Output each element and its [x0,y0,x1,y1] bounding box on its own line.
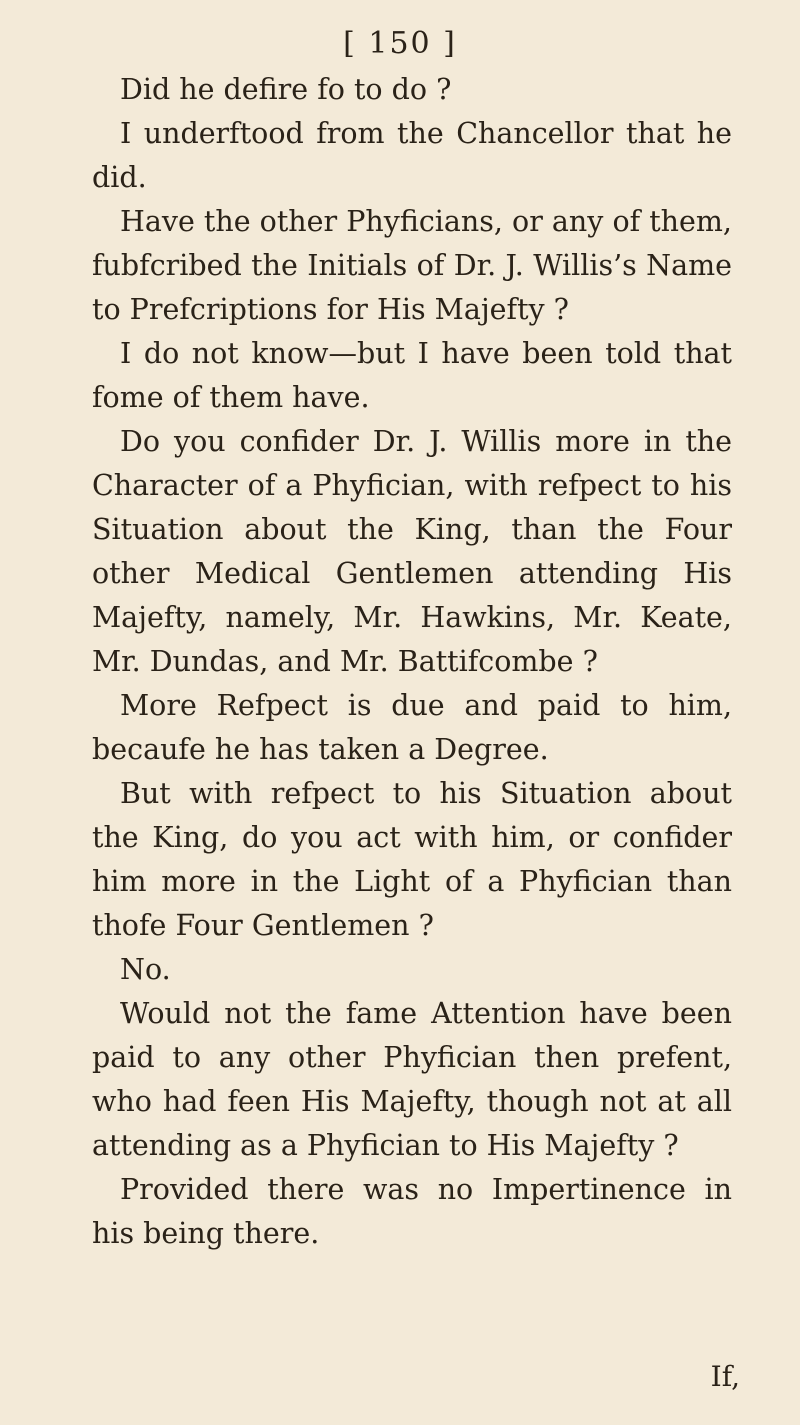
paragraph: Have the other Phyficians, or any of them, fubfcribed the Initials of Dr. J. Willis’s Name to Prefcriptions for His Majefty ? [92,205,732,326]
paragraph: Did he defire fo to do ? [120,73,452,106]
paragraph: Provided there was no Impertinence in his being there. [92,1173,732,1250]
page-number: [ 150 ] [343,26,457,61]
catchword: If, [710,1360,740,1393]
paragraph: Would not the fame Attention have been paid to any other Phyfician then prefent, who had feen His Majefty, though not at all attending as a Phyfician to His Majefty ? [92,997,732,1162]
paragraph: I do not know—but I have been told that fome of them have. [92,337,732,414]
paragraph: But with refpect to his Situation about the King, do you act with him, or confider him more in the Light of a Phyfician than thofe Four Gentlemen ? [92,777,732,942]
paragraph: More Refpect is due and paid to him, becaufe he has taken a Degree. [92,689,732,766]
page-body [92,68,732,1256]
paragraph: Do you confider Dr. J. Willis more in the Character of a Phyfician, with refpect to his Situation about the King, than the Four other Medical Gentlemen attending His Majefty, namely, Mr. Hawkins, Mr. Keate, Mr. Dundas, and Mr. Battifcombe ? [92,425,732,678]
paragraph: I underftood from the Chancellor that he did. [92,117,732,194]
paragraph: No. [120,953,171,986]
